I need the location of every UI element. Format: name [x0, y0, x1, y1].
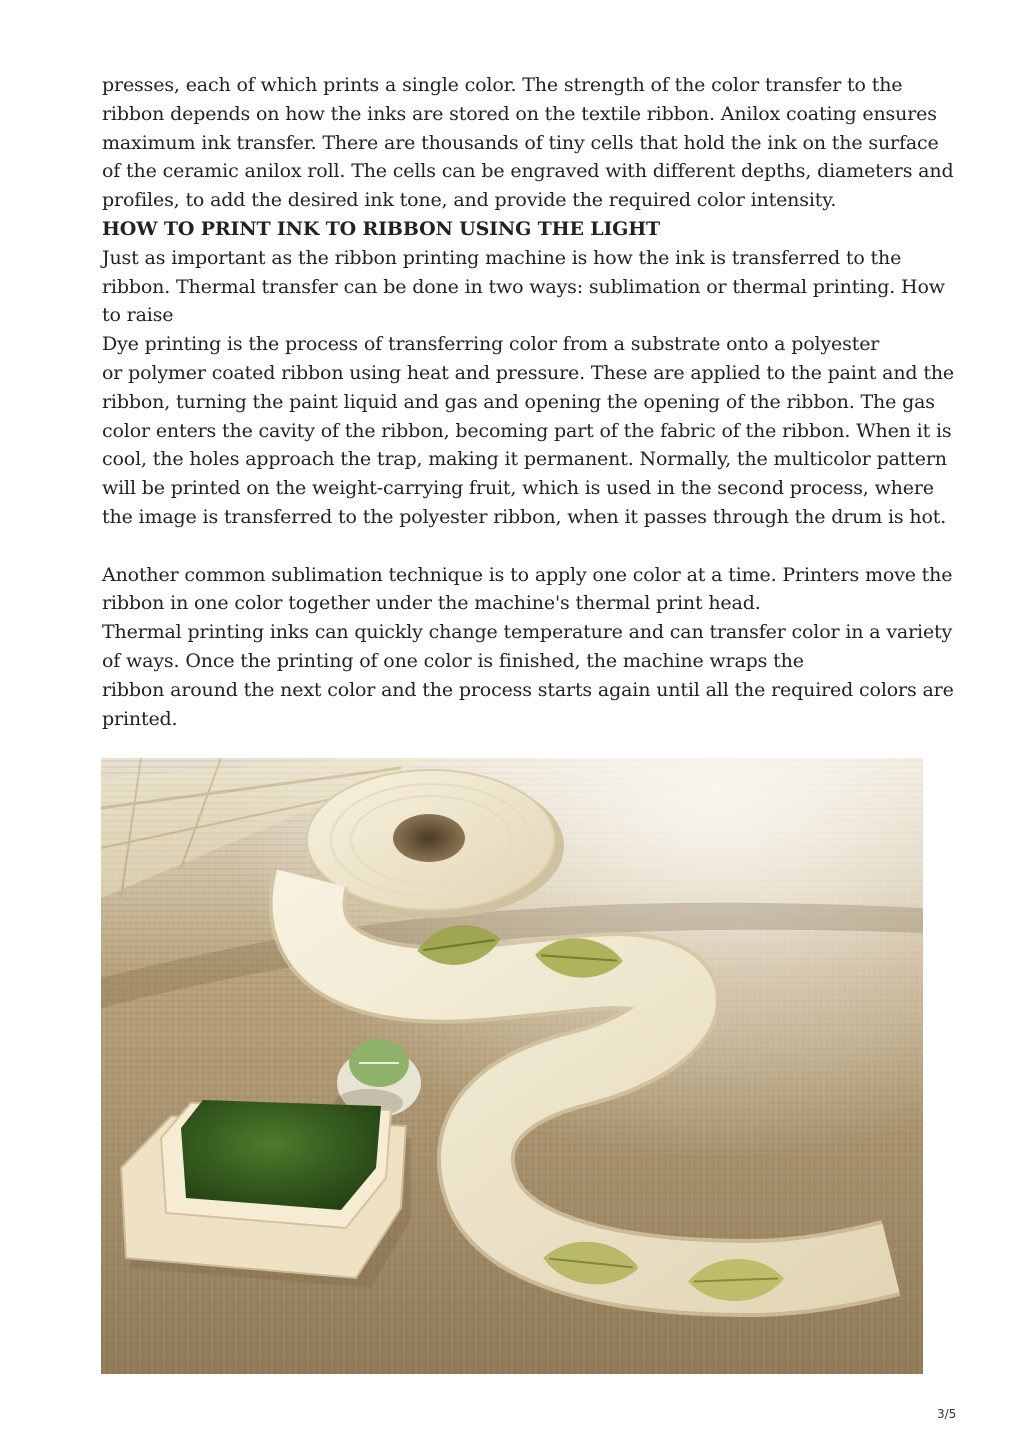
- ink-pad: [121, 1100, 411, 1288]
- text-line: the image is transferred to the polyester ribbon, when it passes through the drum is hot.: [102, 505, 947, 528]
- text-line: Thermal printing inks can quickly change temperature and can transfer color in a variety: [102, 621, 953, 644]
- text-line: ribbon depends on how the inks are stored on the textile ribbon. Anilox coating ensures: [102, 102, 937, 125]
- document-body: [102, 71, 954, 733]
- text-line: profiles, to add the desired ink tone, and provide the required color intensity.: [102, 189, 837, 212]
- text-line: or polymer coated ribbon using heat and pressure. These are applied to the paint and the: [102, 361, 954, 384]
- text-line: maximum ink transfer. There are thousands of tiny cells that hold the ink on the surface: [102, 131, 939, 154]
- paragraph-anilox: [102, 71, 954, 215]
- ribbon-photo-illustration: [101, 758, 923, 1374]
- text-line: of the ceramic anilox roll. The cells can be engraved with different depths, diameters and: [102, 160, 954, 183]
- text-line: presses, each of which prints a single color. The strength of the color transfer to the: [102, 74, 903, 96]
- text-line: Another common sublimation technique is to apply one color at a time. Printers move the: [102, 563, 953, 586]
- text-line: cool, the holes approach the trap, making it permanent. Normally, the multicolor pattern: [102, 448, 947, 471]
- text-line: of ways. Once the printing of one color is finished, the machine wraps the: [102, 649, 804, 672]
- text-line: will be printed on the weight-carrying fruit, which is used in the second process, where: [102, 477, 934, 500]
- paragraph-spacer: [102, 532, 932, 561]
- text-line: Just as important as the ribbon printing machine is how the ink is transferred to the: [102, 246, 902, 269]
- ribbon-photo: [101, 758, 923, 1374]
- text-line: ribbon in one color together under the machine's thermal print head.: [102, 592, 761, 615]
- text-line: color enters the cavity of the ribbon, becoming part of the fabric of the ribbon. When it is: [102, 419, 952, 442]
- paragraph-sublimation: [102, 561, 953, 619]
- text-line: ribbon around the next color and the process starts again until all the required colors are: [102, 678, 954, 701]
- text-line: printed.: [102, 707, 178, 730]
- text-line: ribbon. Thermal transfer can be done in two ways: sublimation or thermal printing. How: [102, 275, 945, 298]
- paragraph-dye-printing: [102, 330, 954, 532]
- paragraph-thermal-transfer: [102, 244, 945, 330]
- page-number: 3/5: [937, 1407, 957, 1421]
- text-line: to raise: [102, 304, 174, 327]
- section-heading: HOW TO PRINT INK TO RIBBON USING THE LIGHT: [102, 217, 661, 240]
- paragraph-thermal-inks: [102, 618, 954, 733]
- text-line: Dye printing is the process of transferring color from a substrate onto a polyester: [102, 333, 880, 356]
- text-line: ribbon, turning the paint liquid and gas and opening the opening of the ribbon. The gas: [102, 390, 935, 413]
